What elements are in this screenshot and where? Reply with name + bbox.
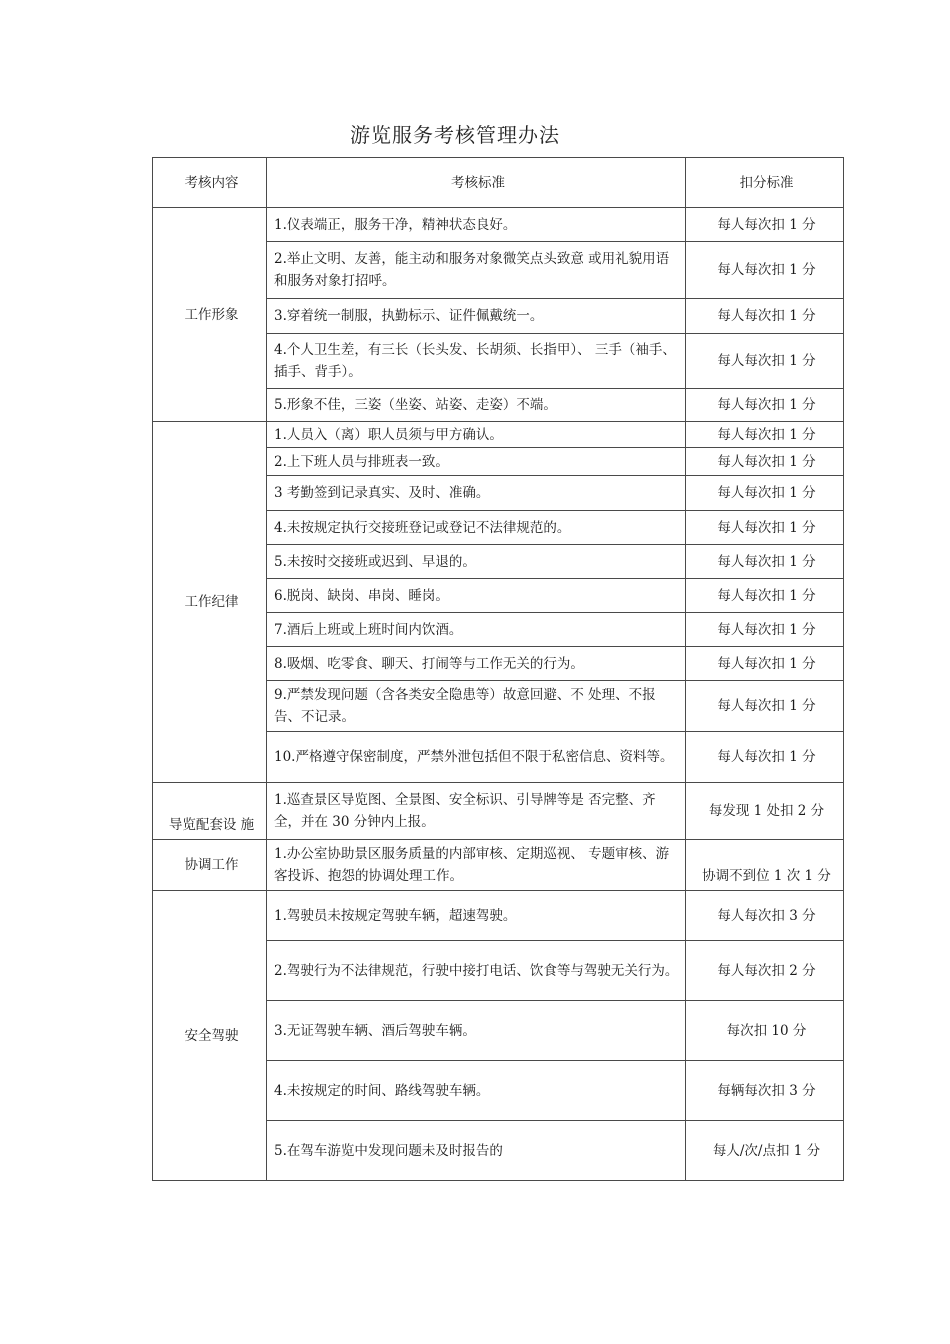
deduction-cell: 每人每次扣 1 分 bbox=[686, 647, 844, 681]
header-content: 考核内容 bbox=[153, 158, 267, 208]
criterion-cell: 2.举止文明、友善，能主动和服务对象微笑点头致意 或用礼貌用语和服务对象打招呼。 bbox=[267, 242, 686, 299]
header-criteria: 考核标准 bbox=[267, 158, 686, 208]
deduction-cell: 每人每次扣 1 分 bbox=[686, 476, 844, 511]
criterion-cell: 1.人员入（离）职人员须与甲方确认。 bbox=[267, 422, 686, 448]
deduction-cell: 协调不到位 1 次 1 分 bbox=[686, 840, 844, 891]
table-row bbox=[153, 783, 844, 840]
criterion-cell: 8.吸烟、吃零食、聊天、打闹等与工作无关的行为。 bbox=[267, 647, 686, 681]
deduction-cell: 每人每次扣 1 分 bbox=[686, 545, 844, 579]
deduction-cell: 每人每次扣 1 分 bbox=[686, 208, 844, 242]
criterion-cell: 5.未按时交接班或迟到、早退的。 bbox=[267, 545, 686, 579]
deduction-cell: 每次扣 10 分 bbox=[686, 1001, 844, 1061]
category-cell: 工作纪律 bbox=[153, 422, 267, 783]
criterion-cell: 5.在驾车游览中发现问题未及时报告的 bbox=[267, 1121, 686, 1181]
criterion-cell: 1.仪表端正，服务干净，精神状态良好。 bbox=[267, 208, 686, 242]
criterion-cell: 3.无证驾驶车辆、酒后驾驶车辆。 bbox=[267, 1001, 686, 1061]
deduction-cell: 每人每次扣 3 分 bbox=[686, 891, 844, 941]
criterion-cell: 3.穿着统一制服，执勤标示、证件佩戴统一。 bbox=[267, 299, 686, 334]
criterion-cell: 4.未按规定执行交接班登记或登记不法律规范的。 bbox=[267, 511, 686, 545]
category-cell: 导览配套设 施 bbox=[153, 783, 267, 840]
table-row bbox=[153, 891, 844, 941]
criterion-cell: 6.脱岗、缺岗、串岗、睡岗。 bbox=[267, 579, 686, 613]
category-cell: 协调工作 bbox=[153, 840, 267, 891]
criterion-cell: 7.酒后上班或上班时间内饮酒。 bbox=[267, 613, 686, 647]
table-row bbox=[153, 208, 844, 242]
criterion-cell: 2.上下班人员与排班表一致。 bbox=[267, 448, 686, 476]
deduction-cell: 每人每次扣 1 分 bbox=[686, 681, 844, 732]
deduction-cell: 每人每次扣 1 分 bbox=[686, 732, 844, 783]
criterion-cell: 4.个人卫生差，有三长（长头发、长胡须、长指甲）、 三手（袖手、插手、背手）。 bbox=[267, 334, 686, 389]
criterion-cell: 3 考勤签到记录真实、及时、准确。 bbox=[267, 476, 686, 511]
assessment-table bbox=[152, 157, 844, 1181]
criterion-cell: 1.驾驶员未按规定驾驶车辆，超速驾驶。 bbox=[267, 891, 686, 941]
criterion-cell: 9.严禁发现问题（含各类安全隐患等）故意回避、不 处理、不报告、不记录。 bbox=[267, 681, 686, 732]
category-cell: 工作形象 bbox=[153, 208, 267, 422]
criterion-cell: 1.巡查景区导览图、全景图、安全标识、引导牌等是 否完整、齐全，并在 30 分钟内上报。 bbox=[267, 783, 686, 840]
deduction-cell: 每人/次/点扣 1 分 bbox=[686, 1121, 844, 1181]
criterion-cell: 10.严格遵守保密制度，严禁外泄包括但不限于私密信息、资料等。 bbox=[267, 732, 686, 783]
criterion-cell: 2.驾驶行为不法律规范，行驶中接打电话、饮食等与驾驶无关行为。 bbox=[267, 941, 686, 1001]
deduction-cell: 每辆每次扣 3 分 bbox=[686, 1061, 844, 1121]
deduction-cell: 每人每次扣 1 分 bbox=[686, 511, 844, 545]
deduction-cell: 每人每次扣 1 分 bbox=[686, 389, 844, 422]
document-title: 游览服务考核管理办法 bbox=[350, 123, 560, 147]
category-cell: 安全驾驶 bbox=[153, 891, 267, 1181]
deduction-cell: 每人每次扣 1 分 bbox=[686, 448, 844, 476]
table-row bbox=[153, 422, 844, 448]
deduction-cell: 每人每次扣 1 分 bbox=[686, 299, 844, 334]
criterion-cell: 1.办公室协助景区服务质量的内部审核、定期巡视、 专题审核、游客投诉、抱怨的协调处理工作。 bbox=[267, 840, 686, 891]
deduction-cell: 每人每次扣 1 分 bbox=[686, 579, 844, 613]
deduction-cell: 每人每次扣 2 分 bbox=[686, 941, 844, 1001]
header-deduction: 扣分标准 bbox=[686, 158, 844, 208]
table-row bbox=[153, 840, 844, 891]
header-row bbox=[153, 158, 844, 208]
deduction-cell: 每人每次扣 1 分 bbox=[686, 242, 844, 299]
deduction-cell: 每发现 1 处扣 2 分 bbox=[686, 783, 844, 840]
criterion-cell: 5.形象不佳，三姿（坐姿、站姿、走姿）不端。 bbox=[267, 389, 686, 422]
deduction-cell: 每人每次扣 1 分 bbox=[686, 334, 844, 389]
deduction-cell: 每人每次扣 1 分 bbox=[686, 422, 844, 448]
criterion-cell: 4.未按规定的时间、路线驾驶车辆。 bbox=[267, 1061, 686, 1121]
deduction-cell: 每人每次扣 1 分 bbox=[686, 613, 844, 647]
